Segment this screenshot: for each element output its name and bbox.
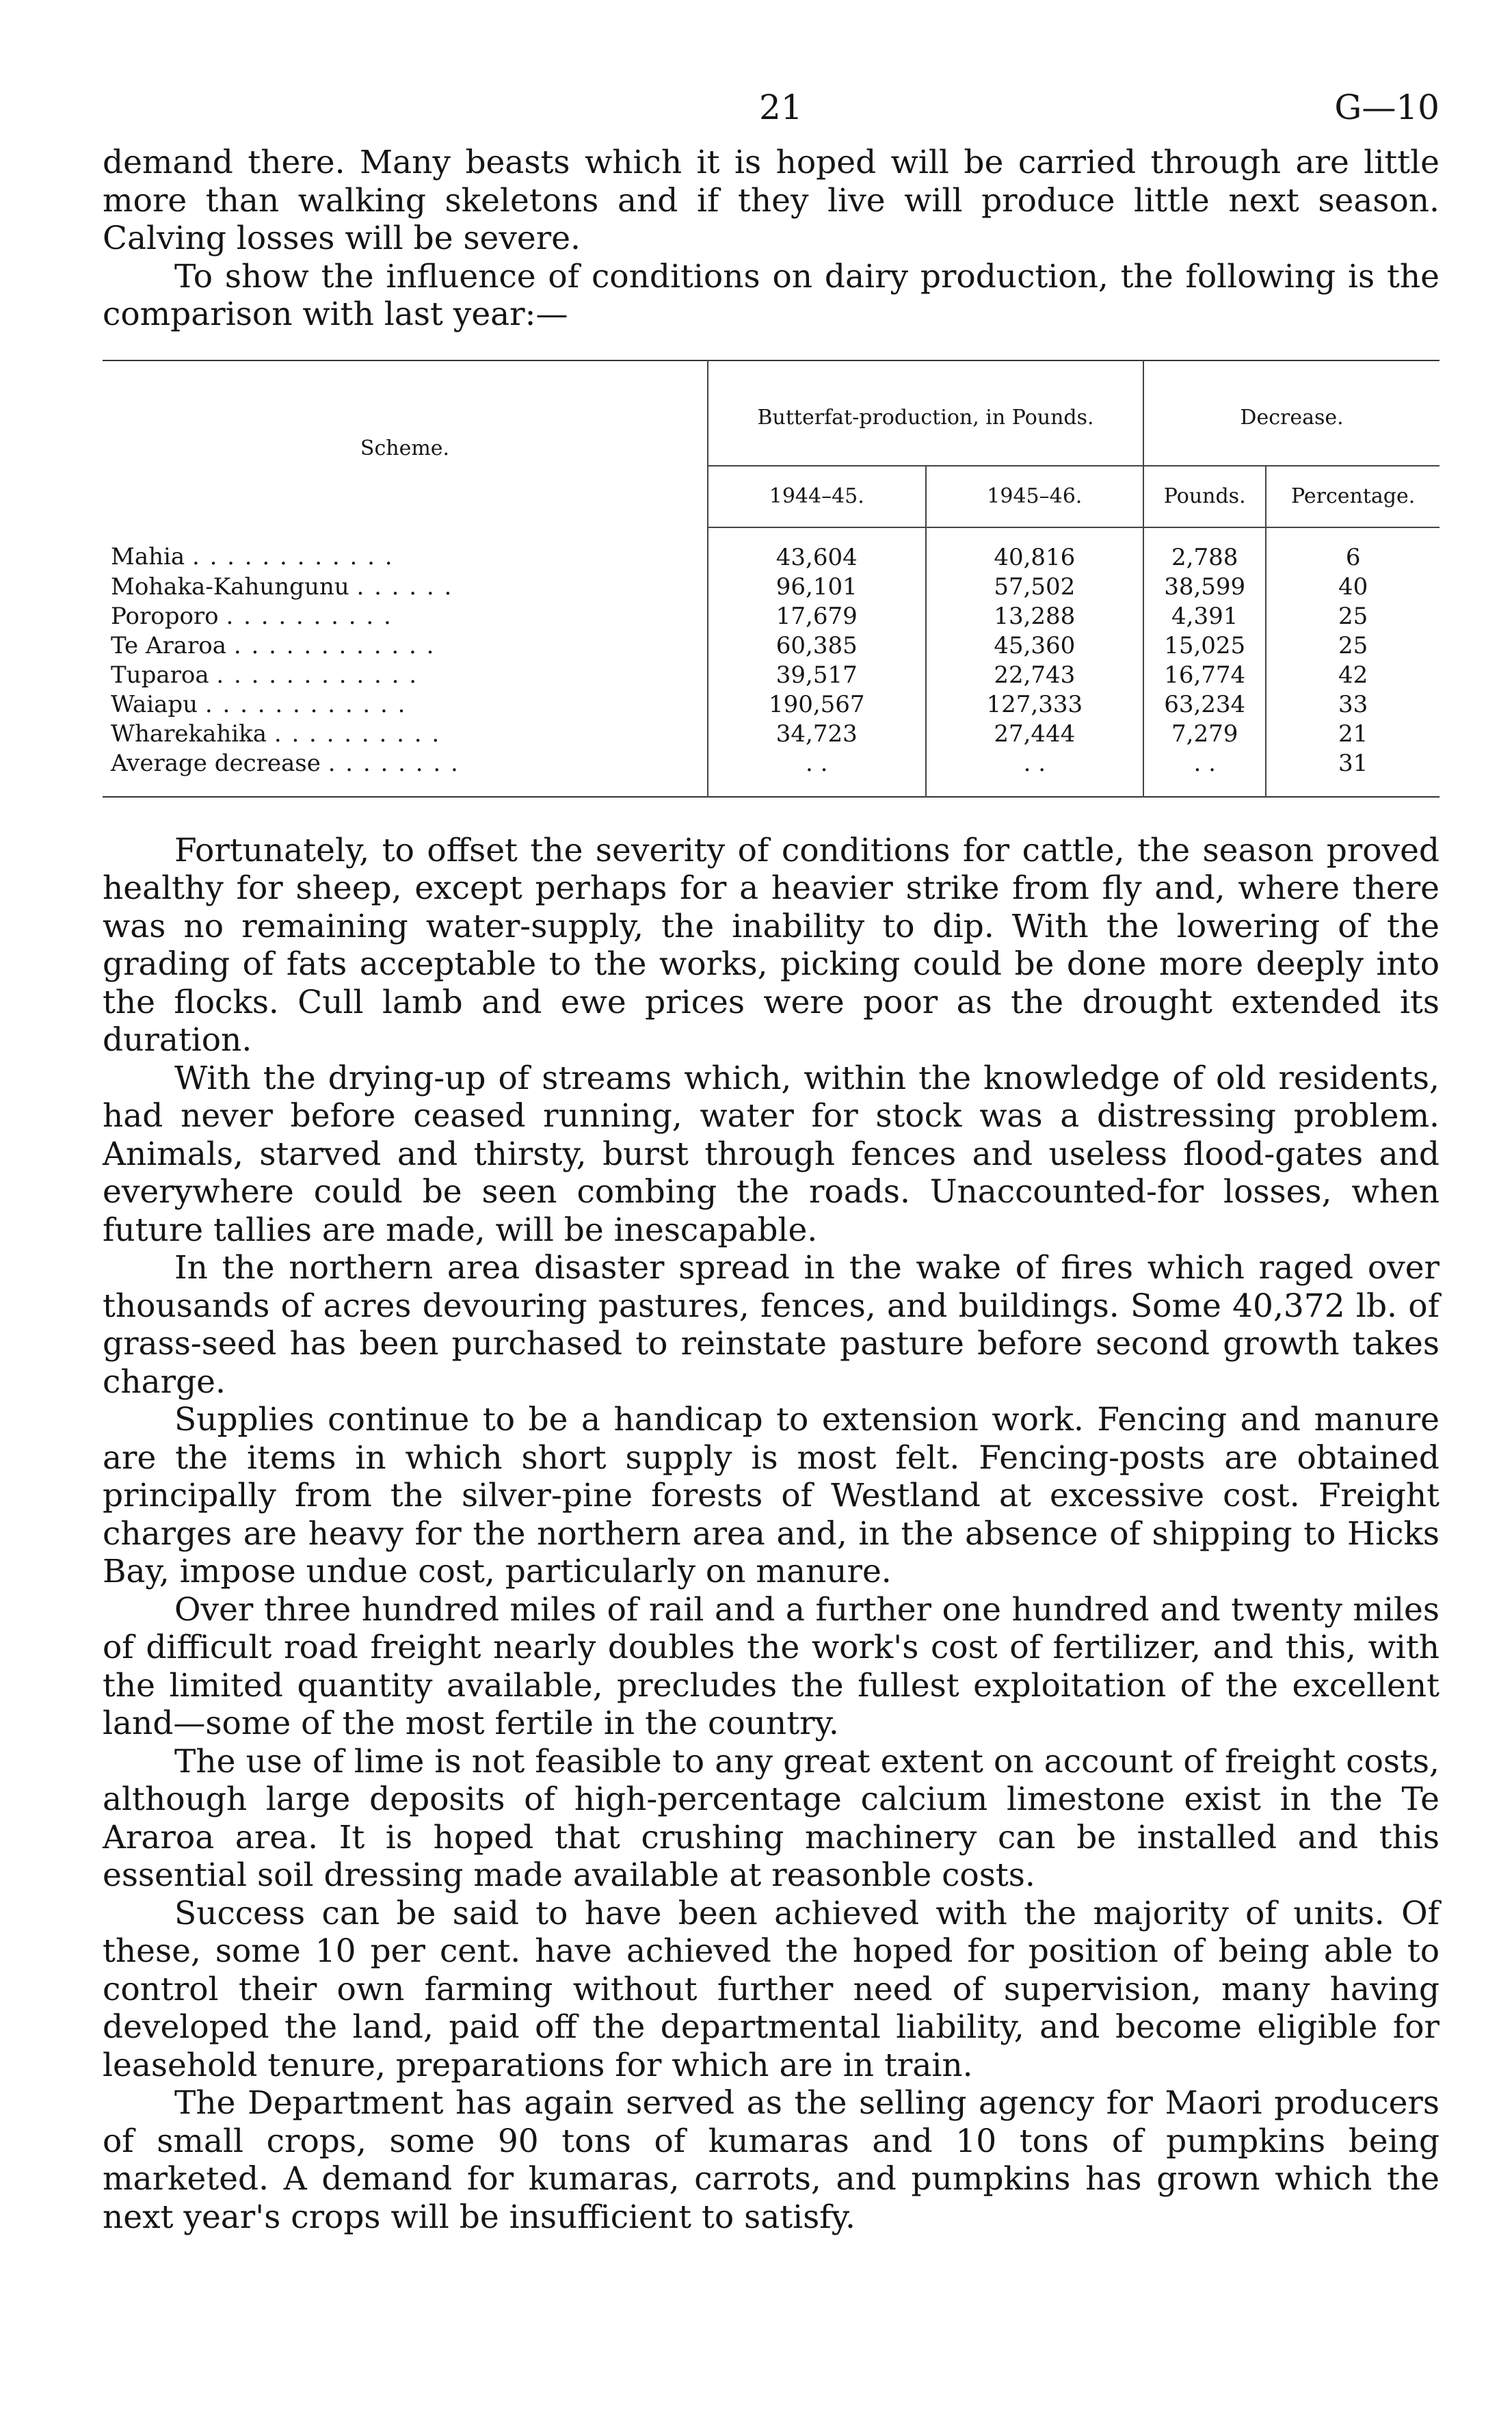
average-row (103, 749, 1440, 797)
value-percentage: 33 (1266, 690, 1440, 720)
leader-dots: . . . . . . . . (328, 749, 460, 777)
value-pounds: 16,774 (1143, 661, 1266, 690)
value-1944: 96,101 (708, 573, 926, 602)
page-header (103, 82, 1440, 144)
leader-dots: . . . . . . . . . . . . (204, 690, 407, 718)
paragraph: Fortunately, to offset the severity of conditions for cattle, the season proved healthy for sheep, except perhaps for a heavier strike from fly and, where there was no remaining water-supply, the inability to dip. With the lowering of the grading of fats acceptable to the works, picking could be done more deeply into the flocks. Cull lamb and ewe prices were poor as the drought extended its duration. (103, 831, 1440, 1059)
value-1945: . . (926, 749, 1144, 797)
scheme-name: Wharekahika (111, 720, 267, 748)
value-1945: 27,444 (926, 720, 1144, 749)
table-row (103, 661, 1440, 690)
paragraph: The use of lime is not feasible to any great extent on account of freight costs, although large deposits of high-percentage calcium limestone exist in the Te Araroa area. It is hoped that crushing machinery can be installed and this essential soil dressing made available at reasonble costs. (103, 1742, 1440, 1894)
document-page (103, 82, 1440, 2236)
value-1945: 127,333 (926, 690, 1144, 720)
leader-dots: . . . . . . . . . . . . (191, 543, 394, 570)
value-1944: 60,385 (708, 631, 926, 661)
page-number: 21 (759, 88, 803, 127)
value-pounds: . . (1143, 749, 1266, 797)
table-row (103, 573, 1440, 602)
header-1945: 1945–46. (926, 466, 1144, 527)
value-pounds: 2,788 (1143, 527, 1266, 573)
header-percentage: Percentage. (1266, 466, 1440, 527)
header-1944: 1944–45. (708, 466, 926, 527)
value-1945: 40,816 (926, 527, 1144, 573)
butterfat-table (103, 360, 1440, 798)
leader-dots: . . . . . . (356, 573, 453, 601)
scheme-name: Te Araroa (111, 631, 227, 659)
value-percentage: 42 (1266, 661, 1440, 690)
scheme-name: Mohaka-Kahungunu (111, 573, 349, 601)
paragraph: Supplies continue to be a handicap to extension work. Fencing and manure are the items in which short supply is most felt. Fencing-posts are obtained principally from the silver-pine forests of Westland at excessive cost. Freight charges are heavy for the northern area and, in the absence of shipping to Hicks Bay, impose undue cost, particularly on manure. (103, 1401, 1440, 1590)
average-label: Average decrease (111, 749, 321, 777)
paragraph: The Department has again served as the selling agency for Maori producers of small crops, some 90 tons of kumaras and 10 tons of pumpkins being marketed. A demand for kumaras, carrots, and pumpkins has grown which the next year's crops will be insufficient to satisfy. (103, 2084, 1440, 2236)
value-pounds: 7,279 (1143, 720, 1266, 749)
paragraph: In the northern area disaster spread in the wake of fires which raged over thousands of acres devouring pastures, fences, and buildings. Some 40,372 lb. of grass-seed has been purchased to reinstate pasture before second growth takes charge. (103, 1249, 1440, 1401)
value-pounds: 63,234 (1143, 690, 1266, 720)
value-1944: 190,567 (708, 690, 926, 720)
value-pounds: 4,391 (1143, 602, 1266, 631)
header-butterfat: Butterfat-production, in Pounds. (708, 360, 1143, 466)
scheme-name: Tuparoa (111, 661, 209, 689)
scheme-name: Mahia (111, 543, 185, 570)
value-1945: 22,743 (926, 661, 1144, 690)
value-1944: 34,723 (708, 720, 926, 749)
scheme-name: Waiapu (111, 690, 198, 718)
value-1945: 13,288 (926, 602, 1144, 631)
value-1944: 17,679 (708, 602, 926, 631)
paragraph: Over three hundred miles of rail and a further one hundred and twenty miles of difficult road freight nearly doubles the work's cost of fertilizer, and this, with the limited quantity available, precludes the fullest exploitation of the excellent land—some of the most fertile in the country. (103, 1590, 1440, 1742)
value-1944: . . (708, 749, 926, 797)
document-reference: G—10 (1334, 88, 1440, 127)
paragraph: With the drying-up of streams which, within the knowledge of old residents, had never before ceased running, water for stock was a distressing problem. Animals, starved and thirsty, burst through fences and useless flood-gates and everywhere could be seen combing the roads. Unaccounted-for losses, when future tallies are made, will be inescapable. (103, 1059, 1440, 1249)
value-percentage: 21 (1266, 720, 1440, 749)
leader-dots: . . . . . . . . . . . . (216, 661, 418, 689)
value-percentage: 31 (1266, 749, 1440, 797)
leader-dots: . . . . . . . . . . . . (233, 631, 436, 659)
value-1945: 57,502 (926, 573, 1144, 602)
table-row (103, 631, 1440, 661)
value-pounds: 15,025 (1143, 631, 1266, 661)
value-percentage: 25 (1266, 631, 1440, 661)
value-1944: 43,604 (708, 527, 926, 573)
paragraph: To show the influence of conditions on dairy production, the following is the comparison with last year:— (103, 257, 1440, 333)
value-1945: 45,360 (926, 631, 1144, 661)
value-percentage: 25 (1266, 602, 1440, 631)
scheme-name: Poroporo (111, 602, 219, 630)
value-pounds: 38,599 (1143, 573, 1266, 602)
header-pounds: Pounds. (1143, 466, 1266, 527)
value-percentage: 40 (1266, 573, 1440, 602)
table-row (103, 690, 1440, 720)
header-scheme: Scheme. (360, 436, 450, 460)
leader-dots: . . . . . . . . . . (226, 602, 393, 630)
value-1944: 39,517 (708, 661, 926, 690)
table-row (103, 602, 1440, 631)
header-decrease: Decrease. (1143, 360, 1440, 466)
paragraph: Success can be said to have been achieved with the majority of units. Of these, some 10 per cent. have achieved the hoped for position of being able to control their own farming without further need of supervision, many having developed the land, paid off the departmental liability, and become eligible for leasehold tenure, preparations for which are in train. (103, 1894, 1440, 2084)
leader-dots: . . . . . . . . . . (274, 720, 441, 748)
value-percentage: 6 (1266, 527, 1440, 573)
paragraph: demand there. Many beasts which it is hoped will be carried through are little more than walking skeletons and if they live will produce little next season. Calving losses will be severe. (103, 144, 1440, 257)
table-row (103, 720, 1440, 749)
table-row (103, 527, 1440, 573)
